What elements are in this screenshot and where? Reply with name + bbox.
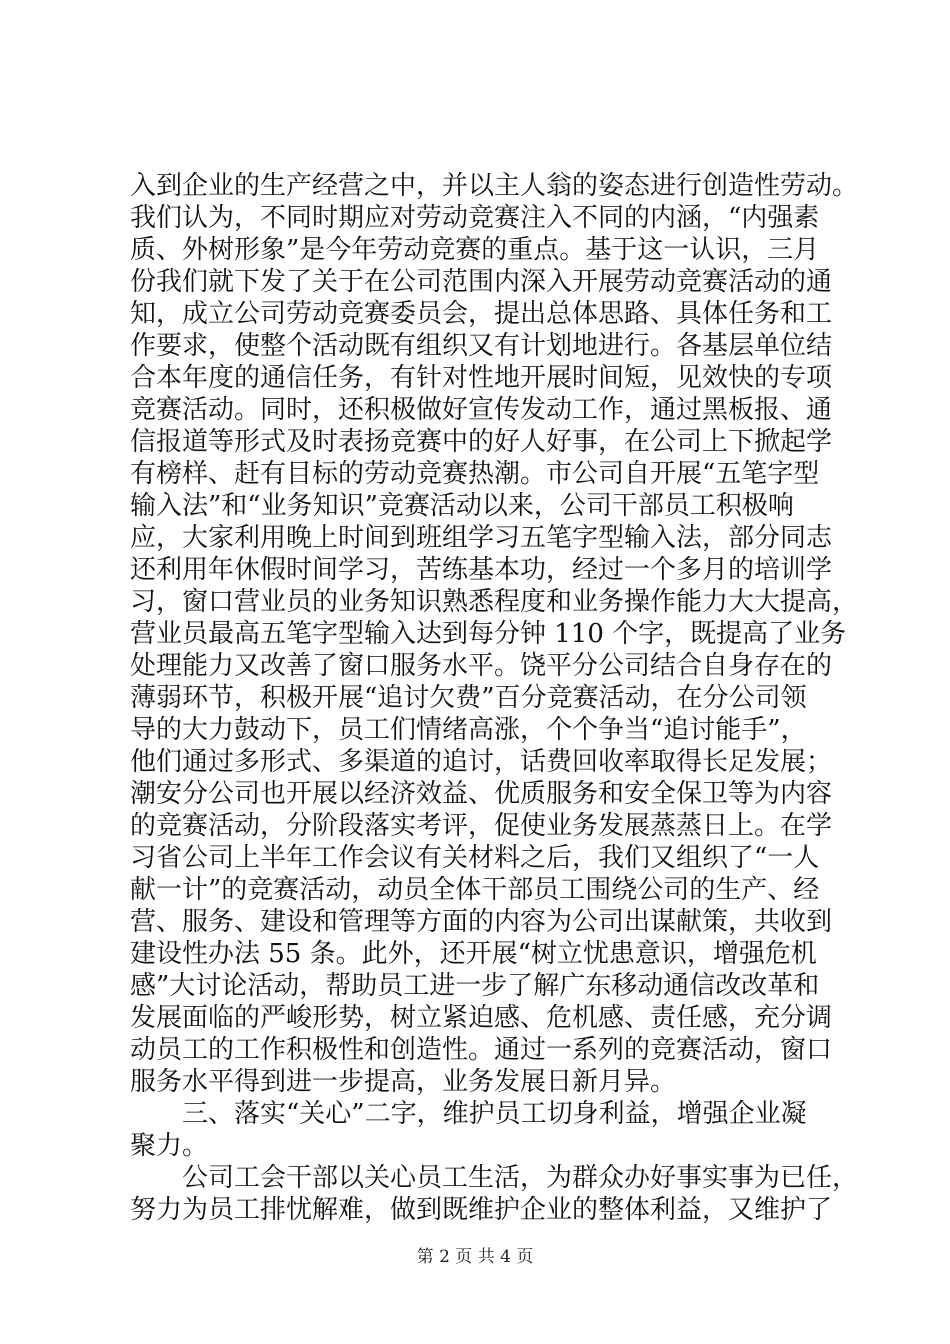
text-line: 质、外树形象”是今年劳动竞赛的重点。基于这一认识，三月 <box>130 235 820 265</box>
text-line: 习，窗口营业员的业务知识熟悉程度和业务操作能力大大提高， <box>130 587 859 617</box>
text-line: 献一计”的竞赛活动，动员全体干部员工围绕公司的生产、经 <box>130 875 820 905</box>
text-line: 他们通过多形式、多渠道的追讨，话费回收率取得长足发展； <box>130 747 833 777</box>
text-line: 潮安分公司也开展以经济效益、优质服务和安全保卫等为内容 <box>130 779 833 809</box>
text-line: 我们认为，不同时期应对劳动竞赛注入不同的内涵，“内强素 <box>130 203 820 233</box>
text-line: 导的大力鼓动下，员工们情绪高涨，个个争当“追讨能手”， <box>130 715 807 745</box>
text-line: 还利用年休假时间学习，苦练基本功，经过一个多月的培训学 <box>130 555 833 585</box>
text-line: 动员工的工作积极性和创造性。通过一系列的竞赛活动，窗口 <box>130 1035 833 1065</box>
text-line: 应，大家利用晚上时间到班组学习五笔字型输入法，部分同志 <box>130 523 833 553</box>
text-line: 发展面临的严峻形势，树立紧迫感、危机感、责任感，充分调 <box>130 1003 833 1033</box>
text-line: 处理能力又改善了窗口服务水平。饶平分公司结合自身存在的 <box>130 651 833 681</box>
text-line: 建设性办法 55 条。此外，还开展“树立忧患意识，增强危机 <box>130 939 817 969</box>
text-line: 入到企业的生产经营之中，并以主人翁的姿态进行创造性劳动。 <box>130 171 859 201</box>
text-line: 输入法”和“业务知识”竞赛活动以来，公司干部员工积极响 <box>130 491 794 521</box>
section-heading-line: 聚力。 <box>130 1131 209 1161</box>
section-heading-line: 三、落实“关心”二字，维护员工切身利益，增强企业凝 <box>182 1099 807 1129</box>
text-line: 习省公司上半年工作会议有关材料之后，我们又组织了“一人 <box>130 843 820 873</box>
text-line: 知，成立公司劳动竞赛委员会，提出总体思路、具体任务和工 <box>130 299 833 329</box>
text-line: 薄弱环节，积极开展“追讨欠费”百分竞赛活动，在分公司领 <box>130 683 807 713</box>
document-body <box>130 170 859 1226</box>
text-line: 感”大讨论活动，帮助员工进一步了解广东移动通信改改革和 <box>130 971 820 1001</box>
text-line: 份我们就下发了关于在公司范围内深入开展劳动竞赛活动的通 <box>130 267 833 297</box>
text-line: 信报道等形式及时表扬竞赛中的好人好事，在公司上下掀起学 <box>130 427 833 457</box>
text-line: 有榜样、赶有目标的劳动竞赛热潮。市公司自开展“五笔字型 <box>130 459 820 489</box>
text-line: 的竞赛活动，分阶段落实考评，促使业务发展蒸蒸日上。在学 <box>130 811 833 841</box>
text-line: 公司工会干部以关心员工生活，为群众办好事实事为已任， <box>182 1163 859 1193</box>
text-line: 合本年度的通信任务，有针对性地开展时间短，见效快的专项 <box>130 363 833 393</box>
text-line: 竞赛活动。同时，还积极做好宣传发动工作，通过黑板报、通 <box>130 395 833 425</box>
text-line: 作要求，使整个活动既有组织又有计划地进行。各基层单位结 <box>130 331 833 361</box>
text-line: 服务水平得到进一步提高，业务发展日新月异。 <box>130 1067 677 1097</box>
text-line: 营、服务、建设和管理等方面的内容为公司出谋献策，共收到 <box>130 907 833 937</box>
page-footer: 第 2 页 共 4 页 <box>416 1247 534 1267</box>
text-line: 努力为员工排忧解难，做到既维护企业的整体利益，又维护了 <box>130 1195 833 1225</box>
text-line: 营业员最高五笔字型输入达到每分钟 110 个字，既提高了业务 <box>130 619 847 649</box>
